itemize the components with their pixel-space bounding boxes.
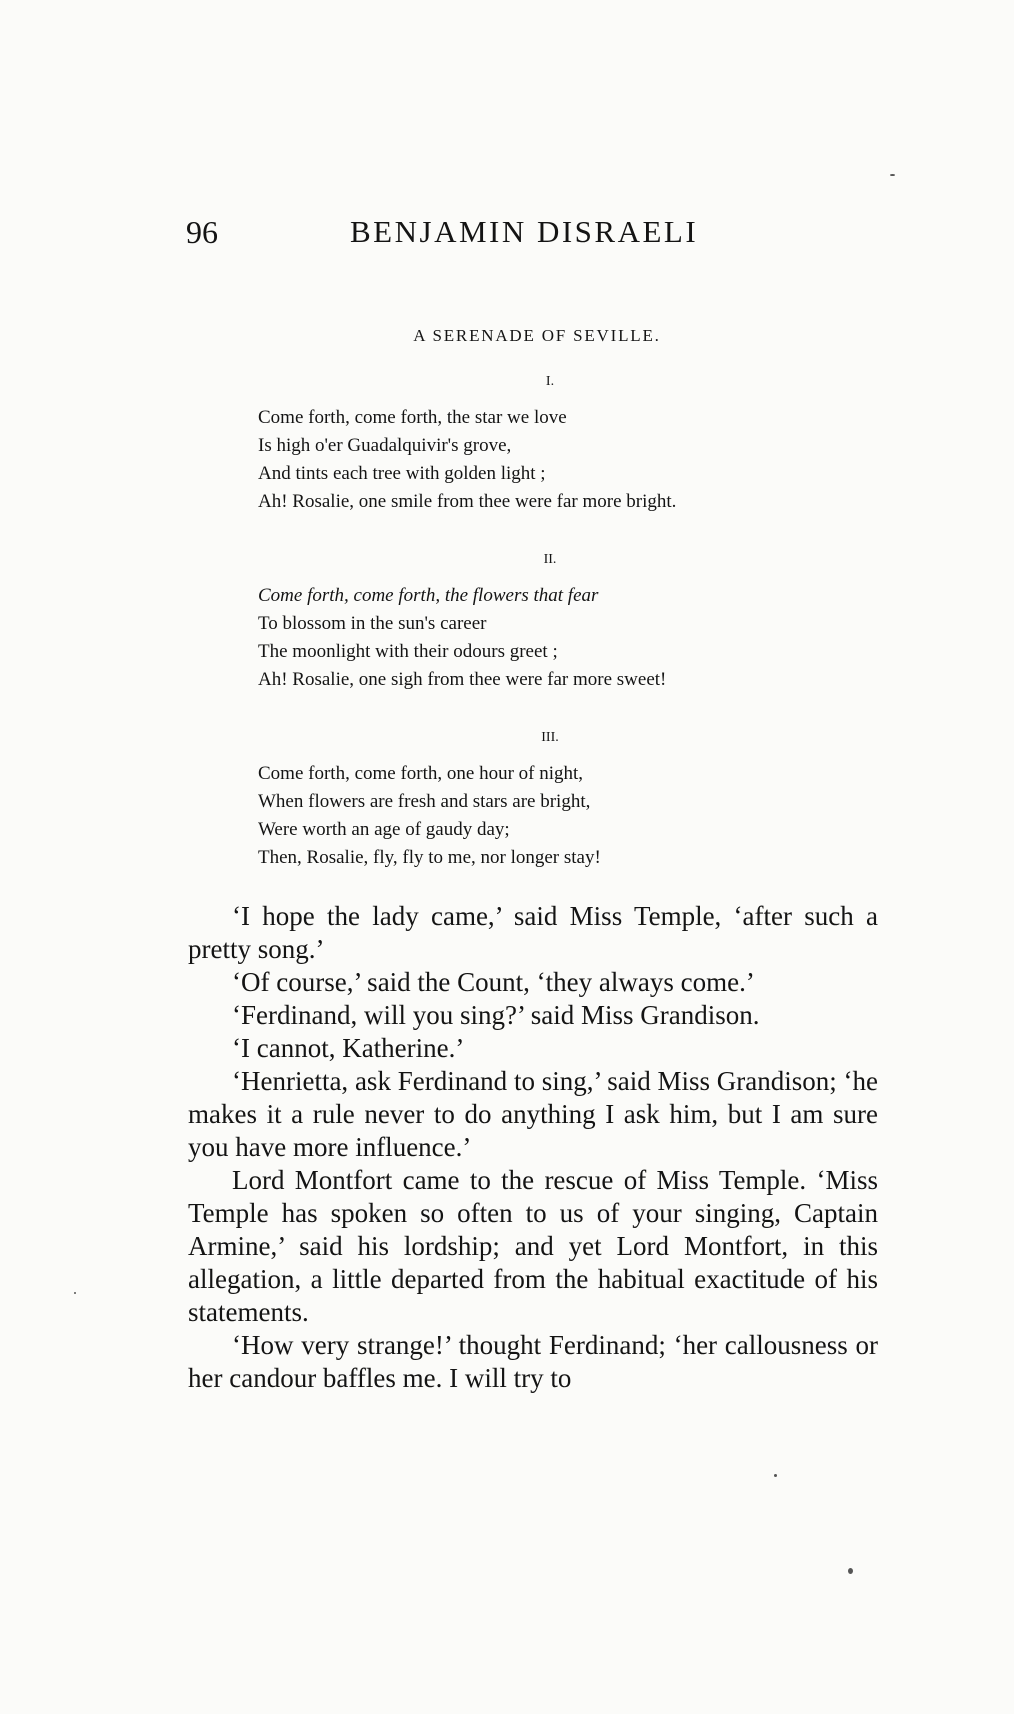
stanza bbox=[258, 404, 878, 516]
stanza bbox=[258, 582, 878, 694]
poem-line: When flowers are fresh and stars are bright, bbox=[258, 791, 591, 812]
scan-speck bbox=[74, 1292, 76, 1294]
paragraph: ‘I cannot, Katherine.’ bbox=[232, 1033, 465, 1063]
stanza-numeral: I. bbox=[545, 374, 555, 389]
paragraph: ‘Of course,’ said the Count, ‘they always come.’ bbox=[232, 967, 755, 997]
stanza bbox=[258, 760, 878, 872]
poem-title: A SERENADE OF SEVILLE. bbox=[413, 326, 661, 345]
paragraph: ‘Henrietta, ask Ferdinand to sing,’ said Miss Grandison; ‘he makes it a rule never to do anything I ask him, but I am sure you have more influence.’ bbox=[188, 1066, 878, 1162]
poem-line: The moonlight with their odours greet ; bbox=[258, 641, 558, 662]
paragraph: ‘How very strange!’ thought Ferdinand; ‘her callousness or her candour baffles me. I will try to bbox=[188, 1330, 878, 1393]
poem-line: And tints each tree with golden light ; bbox=[258, 463, 546, 484]
poem-line: Then, Rosalie, fly, fly to me, nor longer stay! bbox=[258, 847, 601, 868]
poem-line: Ah! Rosalie, one sigh from thee were far more sweet! bbox=[258, 669, 667, 690]
poem-line: Come forth, come forth, one hour of night, bbox=[258, 763, 584, 784]
poem-line: Is high o'er Guadalquivir's grove, bbox=[258, 435, 512, 456]
poem-line: Come forth, come forth, the flowers that fear bbox=[258, 585, 599, 606]
prose-body bbox=[188, 900, 878, 1395]
scan-speck bbox=[890, 174, 895, 176]
paragraph: ‘Ferdinand, will you sing?’ said Miss Grandison. bbox=[232, 1000, 760, 1030]
paragraph: ‘I hope the lady came,’ said Miss Temple, ‘after such a pretty song.’ bbox=[188, 901, 878, 964]
poem-line: To blossom in the sun's career bbox=[258, 613, 487, 634]
stanza-numeral: II. bbox=[543, 552, 557, 567]
poem-line: Were worth an age of gaudy day; bbox=[258, 819, 510, 840]
stanza-numeral: III. bbox=[541, 730, 559, 745]
page-number: 96 bbox=[186, 214, 218, 250]
poem-line: Come forth, come forth, the star we love bbox=[258, 407, 567, 428]
running-title: BENJAMIN DISRAELI bbox=[350, 214, 699, 249]
poem-line: Ah! Rosalie, one smile from thee were far more bright. bbox=[258, 491, 677, 512]
scan-speck bbox=[848, 1568, 853, 1574]
scan-speck bbox=[774, 1474, 777, 1477]
paragraph: Lord Montfort came to the rescue of Miss Temple. ‘Miss Temple has spoken so often to us of your singing, Captain Armine,’ said his lordship; and yet Lord Montfort, in this allegation, a little departed from the habitual exactitude of his statements. bbox=[188, 1165, 878, 1327]
